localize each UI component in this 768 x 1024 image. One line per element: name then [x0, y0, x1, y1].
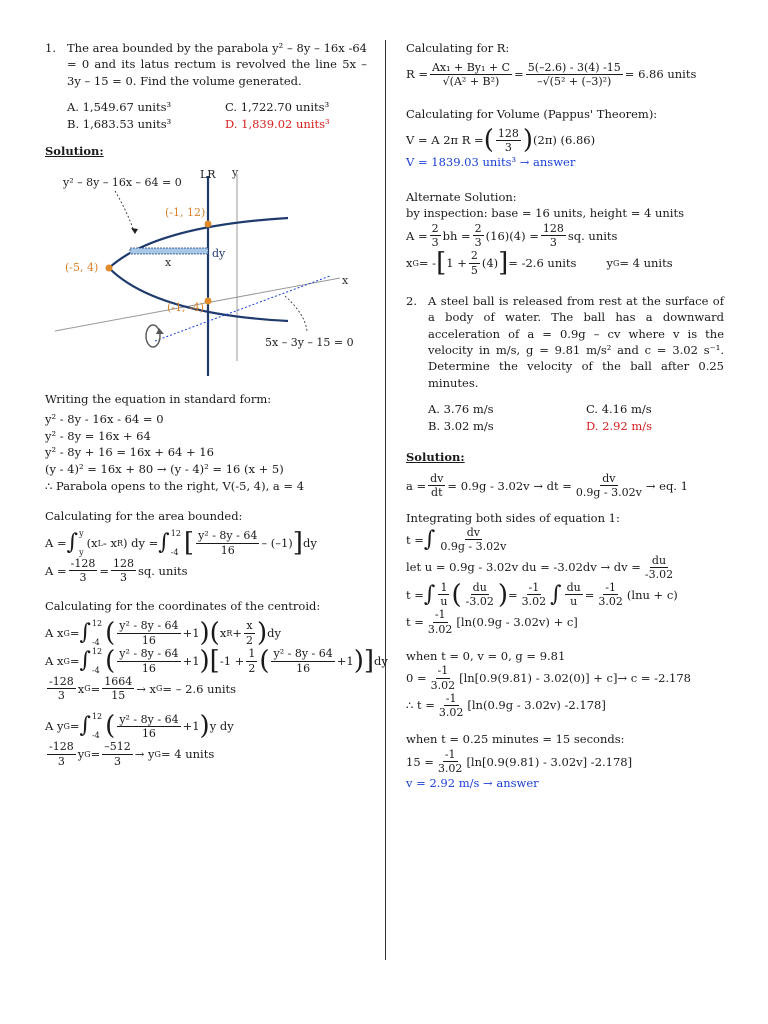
lr-label: LR: [200, 168, 216, 182]
sol2-t-result: t = $\frac{-1}{3.02}$ [ln(0.9g - 3.02v) + c]: [406, 608, 578, 636]
problem-1-choices: [67, 99, 367, 132]
point-vertex: [106, 265, 113, 272]
problem-2-number: 2.: [406, 293, 417, 308]
centroid-xg-integral-2: A x G = ∫ 12 -4 ( $\frac{\text{y² - 8y - 64}}{16}$ +1 ) [ -1 + $\frac{1}{2}$ ( $\frac{\text{y² - 8y - 64}}{16}$ +1 ) ] dy: [45, 646, 388, 677]
choice-d: D. 1,839.02 units³: [225, 116, 330, 131]
std-form-line-5: ∴ Parabola opens to the right, V(-5, 4), a = 4: [45, 478, 305, 493]
sol2-therefore-eq: ∴ t = $\frac{-1}{3.02}$ [ln(0.9g - 3.02v) -2.178]: [406, 691, 606, 719]
area-result-eq: A = $\frac{-128}{3}$ = $\frac{128}{3}$ sq. units: [45, 557, 188, 585]
choice-a: A. 1,549.67 units³: [67, 99, 172, 114]
y-axis-label: y: [232, 166, 239, 180]
p2-choice-d: D. 2.92 m/s: [586, 418, 653, 433]
sol2-time-condition: when t = 0.25 minutes = 15 seconds:: [406, 732, 625, 747]
std-form-heading: Writing the equation in standard form:: [45, 392, 272, 407]
problem-2-text: A steel ball is released from rest at the surface of a body of water. The ball has a downward acceleration of a = 0.9g – cv where v is the velocity in m/s, g = 9.81 m/s² and c = 3.02 s⁻¹. Determine the velocity of the ball after 0.25 minutes.: [428, 293, 724, 390]
area-heading: Calculating for the area bounded:: [45, 509, 243, 524]
right-column: [406, 40, 724, 792]
point-top: [205, 221, 212, 228]
sol2-zero-eq: 0 = $\frac{-1}{3.02}$ [ln[0.9(9.81) - 3.02(0)] + c] → c = -2.178: [406, 664, 691, 692]
alt-heading: Alternate Solution:: [406, 189, 517, 204]
std-form-line-3: y² - 8y + 16 = 16x + 64 + 16: [45, 445, 214, 460]
p2-choice-b: B. 3.02 m/s: [428, 418, 494, 433]
dy-label: dy: [212, 247, 226, 261]
problem-2: [406, 293, 724, 391]
x-axis-label: x: [342, 274, 349, 288]
left-column: [45, 40, 388, 768]
std-form-line-1: y² - 8y - 16x - 64 = 0: [45, 412, 164, 426]
solution-heading: Solution:: [45, 144, 104, 159]
std-form-line-4: (y - 4)² = 16x + 80 → (y - 4)² = 16 (x + 5): [45, 462, 284, 477]
problem-2-choices: [428, 401, 724, 434]
centroid-heading: Calculating for the coordinates of the centroid:: [45, 599, 321, 614]
r-heading: Calculating for R:: [406, 41, 510, 55]
strip-x-label: x: [165, 256, 172, 270]
rotation-arrow-icon: [146, 325, 164, 347]
solution-2-heading: Solution:: [406, 450, 465, 465]
volume-equation: V = A 2π R = ( $\frac{128}{3}$ ) (2π) (6.86): [406, 125, 596, 156]
centroid-yg-integral: A y G = ∫ 12 -4 ( $\frac{\text{y² - 8y - 64}}{16}$ +1 ) y dy: [45, 711, 234, 742]
alt-inspection: by inspection: base = 16 units, height = 4 units: [406, 206, 684, 221]
r-equation: R = $\frac{\text{Ax₁ + By₁ + C}}{\text{√(A² + B²)}}$ = $\frac{5(-2.6) - 3(4) -15}{\text{–√(5² + (–3)²)}}$ = 6.86 units: [406, 60, 697, 88]
p2-choice-a: A. 3.76 m/s: [428, 401, 494, 416]
problem-1: [45, 40, 367, 89]
parabola-figure: [45, 166, 367, 381]
p2-choice-c: C. 4.16 m/s: [586, 401, 652, 416]
point-vertex-label: (-5, 4): [65, 261, 99, 275]
alt-centroid-eq: x G = - [ 1 + $\frac{2}{5}$ (4) ] = -2.6 units y G = 4 units: [406, 248, 673, 279]
line-equation-label: 5x – 3y – 15 = 0: [265, 336, 354, 350]
sol2-substitution: let u = 0.9g - 3.02v du = -3.02dv → dv = $\frac{du}{-3.02}$: [406, 553, 674, 581]
sol2-t-integral: t = ∫ $\frac{dv}{0.9g - 3.02v}$: [406, 526, 507, 554]
parabola-equation-label: y² – 8y – 16x – 64 = 0: [63, 176, 182, 190]
centroid-yg-result: $\frac{-128}{3}$ y G = $\frac{-512}{3}$ → y G = 4 units: [49, 740, 215, 768]
centroid-xg-integral-1: A x G = ∫ 12 -4 ( $\frac{\text{y² - 8y - 64}}{16}$ +1 ) ( x R + $\frac{x}{2}$ ) dy: [45, 618, 282, 649]
sol2-t-expand: t = ∫ $\frac{1}{u}$ ( $\frac{du}{-3.02}$ ) = $\frac{-1}{3.02}$ ∫ $\frac{du}{u}$ = $\frac{-1}{3.02}$ (lnu + c): [406, 579, 678, 610]
centroid-xg-result: $\frac{-128}{3}$ x G = $\frac{1664}{15}$ → x G = – 2.6 units: [49, 675, 237, 703]
point-top-label: (-1, 12): [165, 206, 206, 220]
point-bottom: [205, 298, 212, 305]
sol2-initial-condition: when t = 0, v = 0, g = 9.81: [406, 648, 566, 663]
std-form-line-2: y² - 8y = 16x + 64: [45, 428, 151, 443]
choice-b: B. 1,683.53 units³: [67, 116, 172, 131]
choice-c: C. 1,722.70 units³: [225, 99, 330, 114]
problem-1-text: The area bounded by the parabola y² – 8y – 16x -64 = 0 and its latus rectum is revolved the line 5x – 3y – 15 = 0. Find the volume generated.: [67, 41, 367, 88]
sol2-answer: v = 2.92 m/s → answer: [406, 776, 539, 791]
volume-heading: Calculating for Volume (Pappus' Theorem):: [406, 107, 658, 122]
integrate-heading: Integrating both sides of equation 1:: [406, 510, 620, 525]
volume-answer: V = 1839.03 units³ → answer: [406, 155, 576, 170]
sol2-eq1: a = $\frac{dv}{dt}$ = 0.9g - 3.02v → dt = $\frac{dv}{0.9g - 3.02v}$ → eq. 1: [406, 472, 688, 500]
sol2-fifteen-eq: 15 = $\frac{-1}{3.02}$ [ln[0.9(9.81) - 3.02v] -2.178]: [406, 747, 633, 775]
column-divider: [385, 40, 386, 960]
area-integral-eq: A = ∫ y y (x L - x R ) dy = ∫ 12 -4 [ $\frac{\text{y² - 8y - 64}}{16}$ – (–1) ] dy: [45, 528, 317, 559]
alt-area-eq: A = $\frac{2}{3}$ bh = $\frac{2}{3}$ (16)(4) = $\frac{128}{3}$ sq. units: [406, 222, 618, 250]
problem-1-number: 1.: [45, 41, 56, 55]
point-bottom-label: (-1, -4): [167, 301, 205, 315]
